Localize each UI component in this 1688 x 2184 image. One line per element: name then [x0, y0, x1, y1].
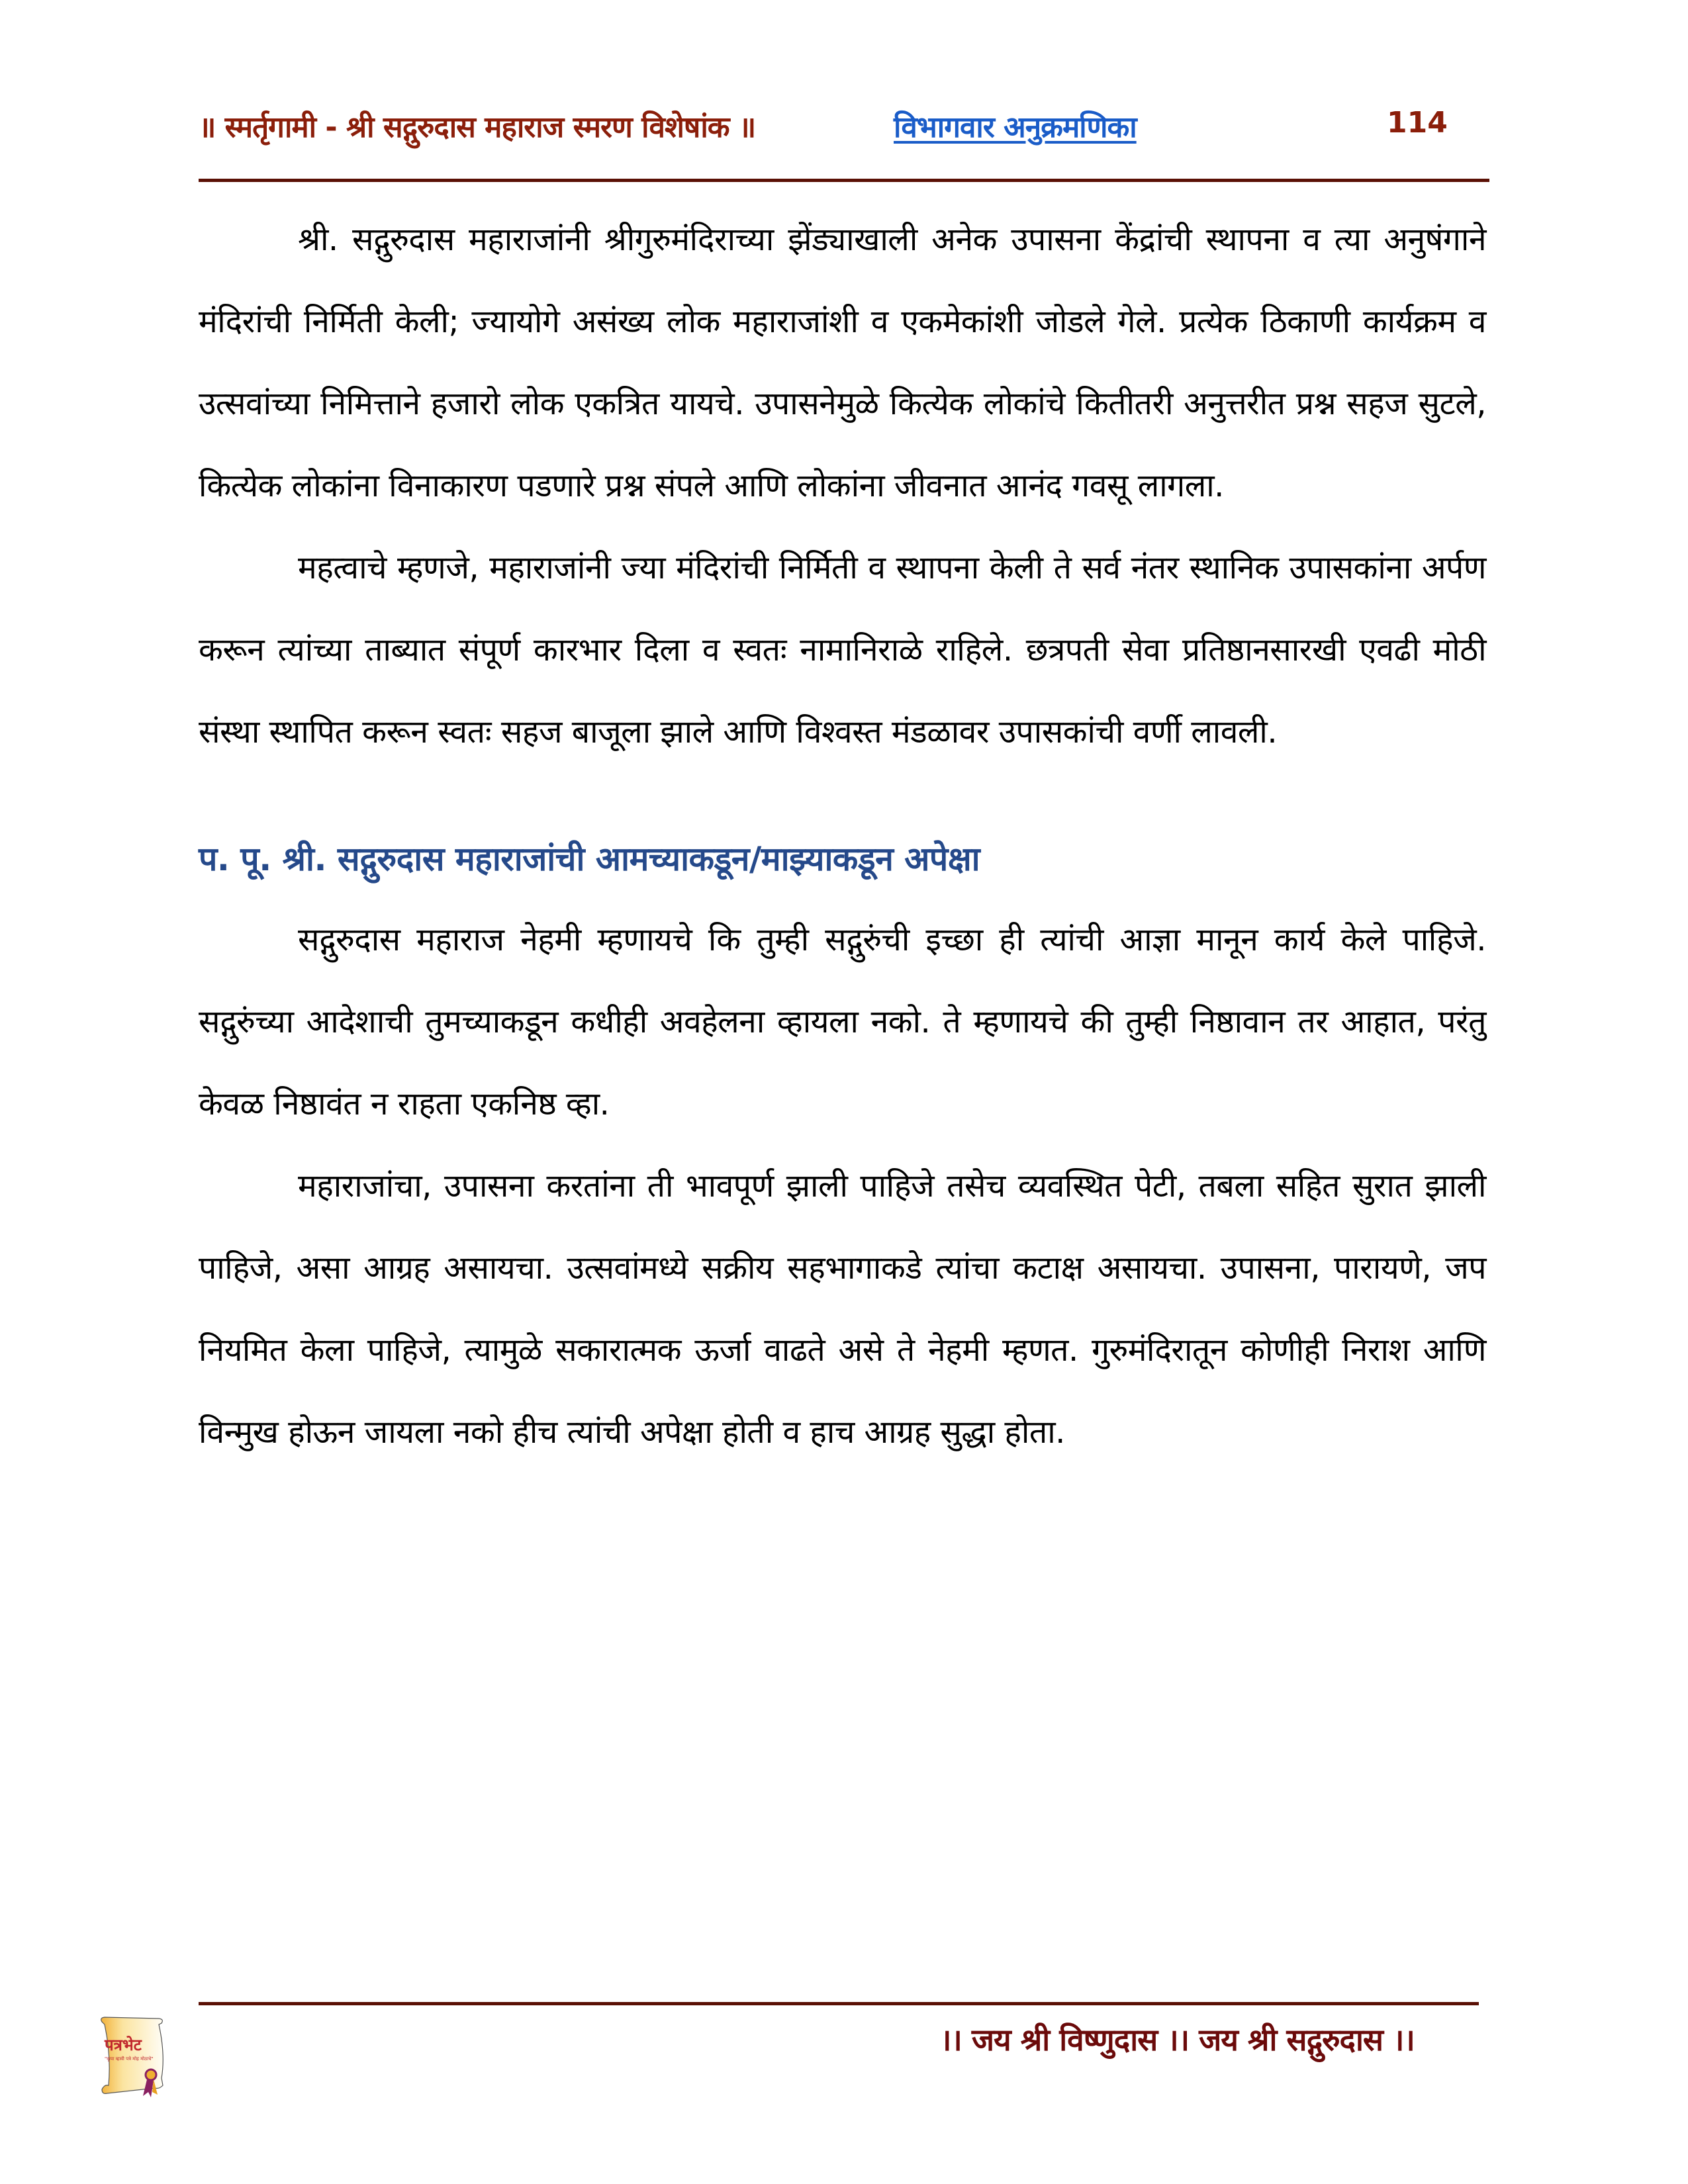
paragraph: सद्गुरुदास महाराज नेहमी म्हणायचे कि तुम्ही सद्गुरुंची इच्छा ही त्यांची आज्ञा मानून कार्य केले पाहिजे. सद्गुरुंच्या आदेशाची तुमच्याकडून कधीही अवहेलना व्हायला नको. ते म्हणायचे की तुम्ही निष्ठावान तर आहात, परंतु केवळ निष्ठावंत न राहता एकनिष्ठ व्हा. — [199, 921, 1486, 1122]
publication-title: ॥ स्मर्तृगामी - श्री सद्गुरुदास महाराज स्मरण विशेषांक ॥ — [199, 111, 756, 144]
paragraph: श्री. सद्गुरुदास महाराजांनी श्रीगुरुमंदिराच्या झेंड्याखाली अनेक उपासना केंद्रांची स्थापना व त्या अनुषंगाने मंदिरांची निर्मिती केली; ज्यायोगे असंख्य लोक महाराजांशी व एकमेकांशी जोडले गेले. प्रत्येक ठिकाणी कार्यक्रम व उत्सवांच्या निमित्ताने हजारो लोक एकत्रित यायचे. उपासनेमुळे कित्येक लोकांचे कितीतरी अनुत्तरीत प्रश्न सहज सुटले, कित्येक लोकांना विनाकारण पडणारे प्रश्न संपले आणि लोकांना जीवनात आनंद गवसू लागला. — [199, 221, 1486, 504]
spacer — [199, 773, 1486, 819]
section-index-link[interactable]: विभागवार अनुक्रमणिका — [894, 111, 1137, 144]
section-heading: प. पू. श्री. सद्गुरुदास महाराजांची आमच्याकडून/माझ्याकडून अपेक्षा — [199, 840, 980, 878]
logo-label: पत्रभेट — [105, 2036, 142, 2054]
paragraph: महाराजांचा, उपासना करतांना ती भावपूर्ण झाली पाहिजे तसेच व्यवस्थित पेटी, तबला सहित सुरात झाली पाहिजे, असा आग्रह असायचा. उत्सवांमध्ये सक्रीय सहभागाकडे त्यांचा कटाक्ष असायचा. उपासना, पारायणे, जप नियमित केला पाहिजे, त्यामुळे सकारात्मक ऊर्जा वाढते असे ते नेहमी म्हणत. गुरुमंदिरातून कोणीही निराश आणि विन्मुख होऊन जायला नको हीच त्यांची अपेक्षा होती व हाच आग्रह सुद्धा होता. — [199, 1167, 1486, 1451]
header-divider — [199, 179, 1489, 182]
page-header — [199, 99, 1489, 152]
paragraph: महत्वाचे म्हणजे, महाराजांनी ज्या मंदिरांची निर्मिती व स्थापना केली ते सर्व नंतर स्थानिक उपासकांना अर्पण करून त्यांच्या ताब्यात संपूर्ण कारभार दिला व स्वतः नामानिराळे राहिले. छत्रपती सेवा प्रतिष्ठानसारखी एवढी मोठी संस्था स्थापित करून स्वतः सहज बाजूला झाले आणि विश्वस्त मंडळावर उपासकांची वर्णी लावली. — [199, 549, 1486, 751]
page-number: 114 — [1387, 106, 1448, 140]
footer-salutation: ।। जय श्री विष्णुदास ।। जय श्री सद्गुरुदास ।। — [940, 2022, 1415, 2058]
patrabhet-logo — [93, 2015, 169, 2101]
article-body — [199, 199, 1486, 1473]
footer-divider — [199, 2002, 1479, 2005]
logo-tagline: "कृपा व्हावी पत्रे मोह मोठाचे" — [105, 2056, 154, 2062]
